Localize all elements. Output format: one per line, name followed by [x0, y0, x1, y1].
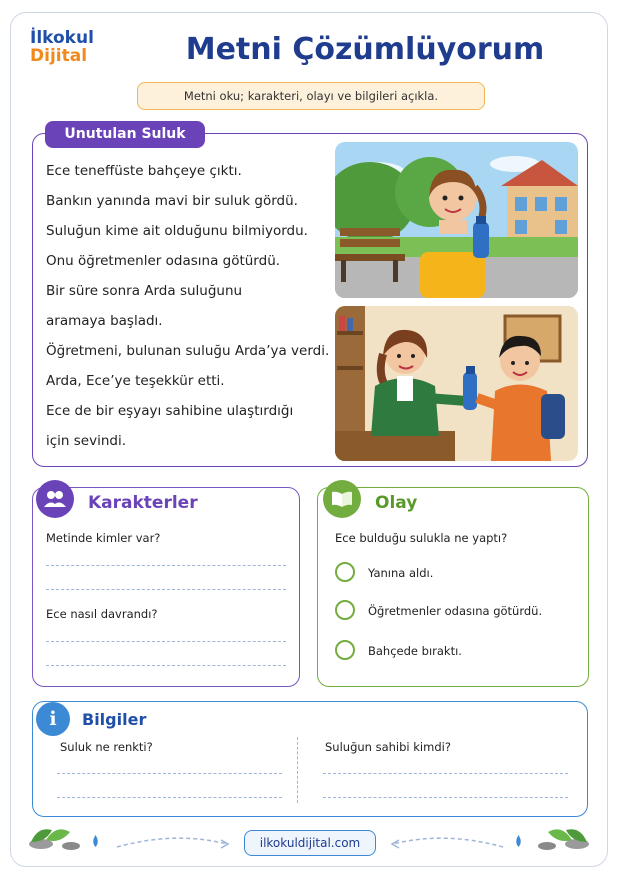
- question-event: Ece bulduğu sulukla ne yaptı?: [335, 531, 508, 545]
- column-divider: [297, 737, 298, 803]
- info-heading: Bilgiler: [82, 710, 147, 729]
- answer-line[interactable]: [46, 565, 286, 566]
- characters-section: [32, 487, 300, 687]
- logo: [30, 30, 94, 66]
- story-line: Bir süre sonra Arda suluğunu: [46, 283, 243, 299]
- story-line: Arda, Ece’ye teşekkür etti.: [46, 373, 225, 389]
- dashed-arrow-icon: [115, 836, 235, 855]
- story-line: aramaya başladı.: [46, 313, 163, 329]
- story-line: Ece de bir eşyayı sahibine ulaştırdığı: [46, 403, 294, 419]
- logo-line-1: İlkokul: [30, 28, 94, 48]
- event-heading: Olay: [375, 493, 418, 513]
- logo-line-2: Dijital: [30, 45, 88, 66]
- question-behavior: Ece nasıl davrandı?: [46, 607, 158, 621]
- question-who: Metinde kimler var?: [46, 531, 161, 545]
- instruction-banner: Metni oku; karakteri, olayı ve bilgileri açıkla.: [137, 82, 485, 110]
- story-line: Onu öğretmenler odasına götürdü.: [46, 253, 281, 269]
- story-line: için sevindi.: [46, 433, 127, 449]
- answer-line[interactable]: [323, 797, 568, 798]
- info-icon: i: [36, 702, 70, 736]
- option-radio[interactable]: [335, 562, 355, 582]
- option-label: Yanına aldı.: [368, 566, 434, 580]
- story-line: Bankın yanında mavi bir suluk gördü.: [46, 193, 298, 209]
- story-text: [46, 156, 329, 456]
- story-title: Unutulan Suluk: [45, 121, 205, 148]
- answer-line[interactable]: [57, 773, 282, 774]
- answer-line[interactable]: [323, 773, 568, 774]
- story-line: Öğretmeni, bulunan suluğu Arda’ya verdi.: [46, 343, 330, 359]
- answer-line[interactable]: [46, 641, 286, 642]
- water-drop-icon: [514, 832, 523, 844]
- question-color: Suluk ne renkti?: [60, 740, 153, 754]
- water-drop-icon: [91, 832, 100, 844]
- answer-line[interactable]: [46, 589, 286, 590]
- question-owner: Suluğun sahibi kimdi?: [325, 740, 451, 754]
- story-line: Suluğun kime ait olduğunu bilmiyordu.: [46, 223, 308, 239]
- dashed-arrow-icon: [385, 836, 505, 855]
- characters-heading: Karakterler: [88, 493, 198, 513]
- book-icon: [323, 480, 361, 518]
- story-line: Ece teneffüste bahçeye çıktı.: [46, 163, 242, 179]
- option-radio[interactable]: [335, 600, 355, 620]
- option-label: Bahçede bıraktı.: [368, 644, 462, 658]
- leaf-icon: [532, 822, 592, 856]
- answer-line[interactable]: [46, 665, 286, 666]
- people-icon: [36, 480, 74, 518]
- leaf-icon: [26, 822, 86, 856]
- illustration-girl-with-bottle: [335, 142, 578, 298]
- option-radio[interactable]: [335, 640, 355, 660]
- site-link[interactable]: ilkokuldijital.com: [244, 830, 376, 856]
- option-label: Öğretmenler odasına götürdü.: [368, 604, 543, 618]
- page-title: Metni Çözümlüyorum: [185, 32, 545, 67]
- illustration-teacher-giving-bottle: [335, 306, 578, 461]
- answer-line[interactable]: [57, 797, 282, 798]
